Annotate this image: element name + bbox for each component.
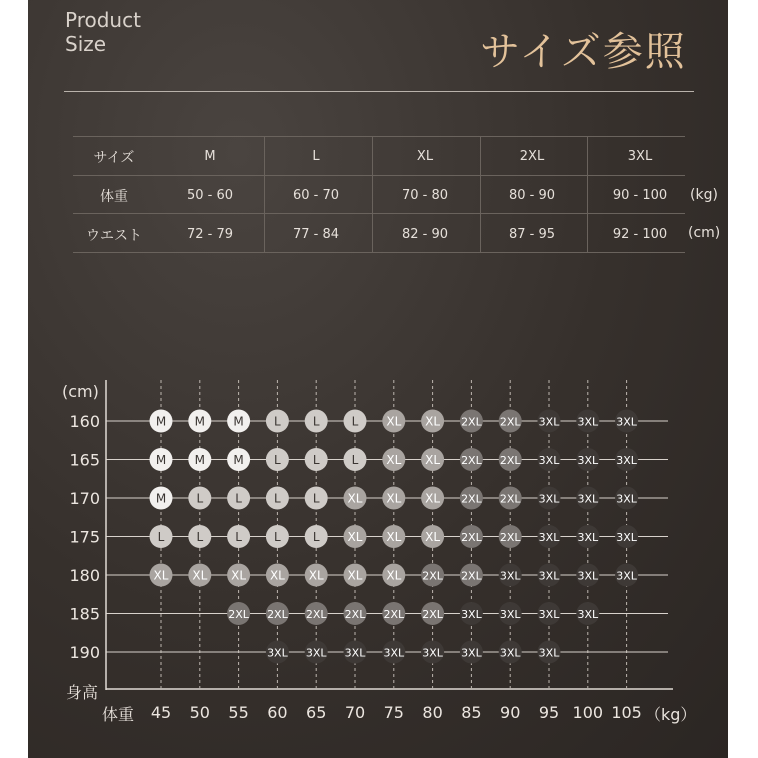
size-marker-label: M [233, 453, 244, 467]
size-marker-label: XL [153, 568, 169, 583]
y-tick-label: 190 [69, 643, 100, 662]
size-marker-label: 2XL [461, 569, 482, 583]
table-cell: 82 - 90 [401, 227, 449, 242]
size-marker-label: XL [308, 568, 324, 583]
size-marker-label: L [157, 530, 165, 544]
size-marker-label: 3XL [616, 415, 637, 429]
size-marker-label: 3XL [461, 608, 482, 621]
size-marker-label: 3XL [305, 646, 327, 660]
table-header-size: 3XL [627, 149, 653, 164]
size-marker-label: 2XL [422, 569, 443, 583]
x-tick-label: 75 [383, 703, 404, 722]
table-unit: (cm) [688, 225, 721, 241]
size-marker-label: 3XL [616, 454, 637, 467]
size-marker-label: L [274, 414, 281, 429]
size-label: Size [65, 32, 107, 56]
table-header-label: サイズ [93, 150, 135, 166]
table-header-size: XL [416, 149, 434, 164]
table-cell: 90 - 100 [612, 188, 668, 203]
size-marker-label: 3XL [616, 531, 637, 544]
y-tick-label: 160 [69, 412, 100, 431]
table-header-size: L [312, 149, 320, 164]
table-cell: 60 - 70 [292, 188, 340, 203]
y-tick-label: 165 [69, 450, 100, 470]
table-cell: 92 - 100 [612, 227, 668, 242]
size-marker-label: 3XL [538, 608, 560, 621]
size-marker-label: 3XL [383, 646, 405, 660]
table-cell: 77 - 84 [292, 227, 340, 242]
size-marker-label: XL [347, 568, 363, 583]
size-marker-label: XL [425, 491, 441, 506]
size-marker-label: 3XL [577, 569, 599, 583]
size-marker-label: M [233, 414, 244, 429]
size-marker-label: 3XL [538, 492, 560, 506]
size-marker-label: 2XL [499, 454, 521, 467]
size-marker-label: XL [386, 568, 402, 583]
size-marker-label: L [351, 453, 359, 467]
size-marker-label: 3XL [538, 415, 560, 429]
x-tick-label: 105 [611, 703, 642, 722]
size-marker-label: 3XL [577, 415, 599, 429]
table-header-size: M [204, 149, 216, 164]
x-tick-label: 50 [189, 703, 210, 722]
size-marker-label: L [312, 414, 320, 429]
size-marker-label: M [155, 414, 167, 429]
size-marker-label: L [196, 491, 204, 506]
size-marker-label: 3XL [616, 492, 637, 506]
size-marker-label: L [312, 530, 320, 544]
size-marker-label: 3XL [538, 569, 560, 583]
size-marker-label: L [274, 530, 281, 544]
size-marker-label: XL [425, 530, 441, 544]
x-tick-label: 65 [306, 703, 327, 722]
size-marker-label: 2XL [499, 492, 521, 506]
x-axis-label: 体重 [102, 705, 135, 724]
size-marker-label: 3XL [499, 608, 521, 621]
size-marker-label: 2XL [267, 608, 288, 621]
size-marker-label: M [194, 414, 205, 429]
size-marker-label: 3XL [577, 608, 599, 621]
size-marker-label: 3XL [538, 454, 560, 467]
size-marker-label: 3XL [344, 646, 366, 660]
size-marker-label: XL [231, 568, 247, 583]
size-marker-label: M [155, 453, 167, 467]
x-tick-label: 60 [267, 703, 288, 722]
size-marker-label: 3XL [538, 646, 560, 660]
size-marker-label: 2XL [499, 531, 521, 544]
size-marker-label: 3XL [616, 569, 637, 583]
size-marker-label: 2XL [461, 531, 482, 544]
table-cell: 50 - 60 [186, 188, 234, 203]
x-tick-label: 85 [461, 703, 482, 722]
size-marker-label: 2XL [383, 608, 405, 621]
size-marker-label: L [274, 491, 281, 506]
size-marker-label: L [235, 491, 242, 506]
size-marker-label: 2XL [228, 608, 249, 621]
size-marker-label: L [312, 453, 320, 467]
x-unit-label: （kg） [645, 705, 697, 724]
size-marker-label: L [235, 530, 242, 544]
size-marker-label: 3XL [499, 569, 521, 583]
y-tick-label: 180 [69, 566, 100, 585]
size-marker-label: 3XL [499, 646, 521, 660]
y-unit-label: (cm) [62, 382, 99, 401]
size-marker-label: XL [192, 568, 208, 583]
size-marker-label: M [194, 453, 205, 467]
table-row-label: ウエスト [86, 228, 142, 244]
size-marker-label: XL [347, 530, 363, 544]
x-tick-label: 70 [344, 703, 366, 722]
size-marker-label: 2XL [461, 454, 482, 467]
y-tick-label: 185 [69, 604, 100, 624]
size-marker-label: 3XL [461, 646, 482, 660]
size-marker-label: XL [386, 491, 402, 506]
size-marker-label: XL [386, 414, 402, 429]
table-cell: 87 - 95 [508, 227, 556, 242]
size-marker-label: 2XL [461, 492, 482, 506]
page-title: サイズ参照 [480, 29, 687, 75]
size-marker-label: 3XL [422, 646, 443, 660]
x-tick-label: 95 [538, 703, 560, 722]
table-cell: 70 - 80 [401, 188, 449, 203]
size-marker-label: L [274, 453, 281, 467]
table-row-label: 体重 [100, 189, 128, 205]
size-marker-label: 2XL [305, 608, 327, 621]
table-cell: 72 - 79 [186, 227, 234, 242]
size-marker-label: 3XL [267, 646, 288, 660]
table-cell: 80 - 90 [508, 188, 556, 203]
table-header-size: 2XL [519, 149, 545, 164]
y-axis-label: 身高 [66, 683, 99, 702]
size-marker-label: XL [425, 453, 441, 467]
size-marker-label: L [351, 414, 359, 429]
size-marker-label: XL [347, 491, 363, 506]
size-marker-label: XL [386, 530, 402, 544]
x-tick-label: 100 [572, 703, 604, 722]
x-tick-label: 55 [228, 703, 249, 722]
product-label: Product [65, 8, 141, 32]
size-marker-label: L [312, 491, 320, 506]
x-tick-label: 90 [500, 703, 521, 722]
size-marker-label: XL [425, 414, 441, 429]
size-guide-panel [28, 0, 728, 758]
table-unit: (kg) [690, 187, 718, 203]
size-marker-label: 2XL [344, 608, 366, 621]
y-tick-label: 175 [69, 527, 100, 547]
size-marker-label: 2XL [461, 415, 482, 429]
size-marker-label: 3XL [577, 531, 599, 544]
size-marker-label: 3XL [538, 531, 560, 544]
y-tick-label: 170 [69, 489, 100, 508]
size-marker-label: 3XL [577, 492, 599, 506]
size-marker-label: XL [386, 453, 402, 467]
size-marker-label: M [155, 491, 167, 506]
x-tick-label: 80 [422, 703, 443, 722]
size-marker-label: XL [269, 568, 285, 583]
size-marker-label: 2XL [499, 415, 521, 429]
size-marker-label: L [196, 530, 204, 544]
size-chart [28, 0, 728, 758]
size-marker-label: 2XL [422, 608, 443, 621]
x-tick-label: 45 [150, 703, 172, 722]
size-marker-label: 3XL [577, 454, 599, 467]
